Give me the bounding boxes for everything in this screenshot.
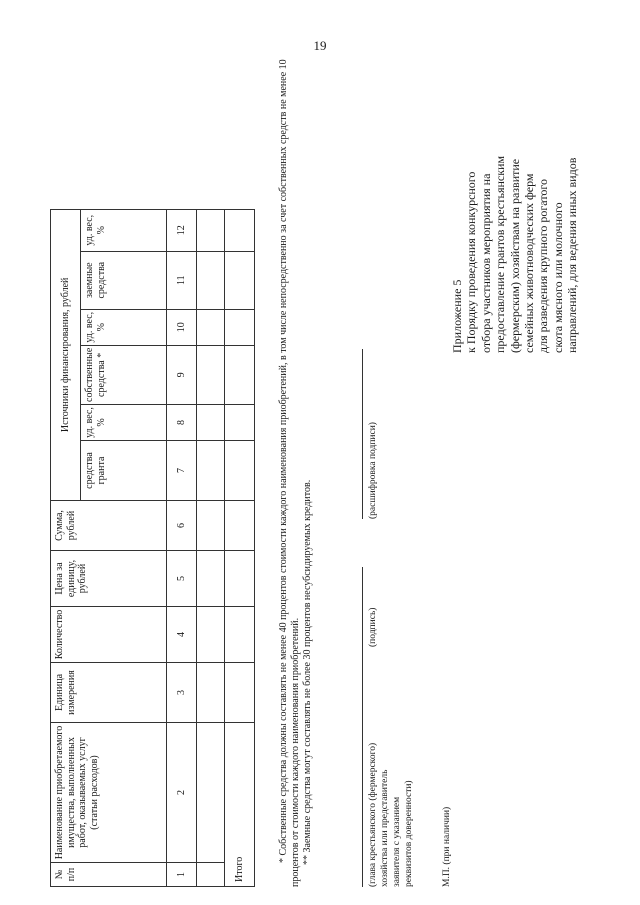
header-sum: Сумма, рублей (51, 501, 167, 551)
header-grant: средства гранта (81, 441, 167, 501)
header-qty: Количество (51, 607, 167, 663)
col-number-cell: 9 (167, 345, 197, 404)
col-number-cell: 8 (167, 405, 197, 441)
signature-line (362, 567, 363, 887)
col-number-cell: 3 (167, 663, 197, 723)
header-num: № п/п (51, 863, 167, 887)
header-unit: Единица измерения (51, 663, 167, 723)
header-share-grant: уд. вес, % (81, 405, 167, 441)
col-number-cell: 2 (167, 723, 197, 863)
page-number: 19 (313, 38, 327, 53)
footnotes (278, 47, 314, 887)
col-number-cell: 1 (167, 863, 197, 887)
total-row (225, 209, 255, 886)
table-row (197, 209, 225, 886)
footnote-own-funds: * Собственные средства должны составлять не менее 40 процентов стоимости каждого наименования приобретений, в том числе непосредственно за счет собственных средств не менее 10 процентов от стоимости каждого наименования приобретений. (278, 59, 301, 887)
decode-line (362, 349, 363, 519)
col-number-cell: 12 (167, 209, 197, 251)
col-number-cell: 10 (167, 309, 197, 345)
header-name: Наименование приобретаемого имущества, выполненных работ, оказываемых услуг (статьи расходов) (51, 723, 167, 863)
col-number-cell: 5 (167, 551, 197, 607)
header-share-loan: уд. вес, % (81, 209, 167, 251)
stamp-label: М.П. (при наличии) (442, 806, 452, 887)
financing-table (50, 209, 255, 887)
col-number-cell: 7 (167, 441, 197, 501)
col-number-cell: 6 (167, 501, 197, 551)
appendix-header: Приложение 5 к Порядку проведения конкурсного отбора участников мероприятия на предоставление грантов крестьянским (фермерским) хозяйствам на развитие семейных животноводческих ферм для разведения крупного рогатого скота мясного или молочного направлений, для ведения иных видов (450, 155, 580, 353)
header-price: Цена за единицу, рублей (51, 551, 167, 607)
decode-label: (расшифровка подписи) (368, 422, 378, 519)
header-sources: Источники финансирования, рублей (51, 209, 81, 500)
total-label: Итого (225, 723, 255, 887)
col-number-cell: 4 (167, 607, 197, 663)
rotated-page-content (50, 17, 590, 887)
header-loan: заемные средства (81, 251, 167, 309)
header-share-own: уд. вес, % (81, 309, 167, 345)
col-number-cell: 11 (167, 251, 197, 309)
signature-label: (подпись) (368, 607, 378, 647)
column-number-row (167, 209, 197, 886)
signer-role: (глава крестьянского (фермерского) хозяйства или представитель заявителя с указанием реквизитов доверенности) (368, 742, 414, 887)
header-own: собственные средства * (81, 345, 167, 404)
footnote-loan-funds: ** Заемные средства могут составлять не более 30 процентов несубсидируемых кредитов. (302, 479, 313, 865)
